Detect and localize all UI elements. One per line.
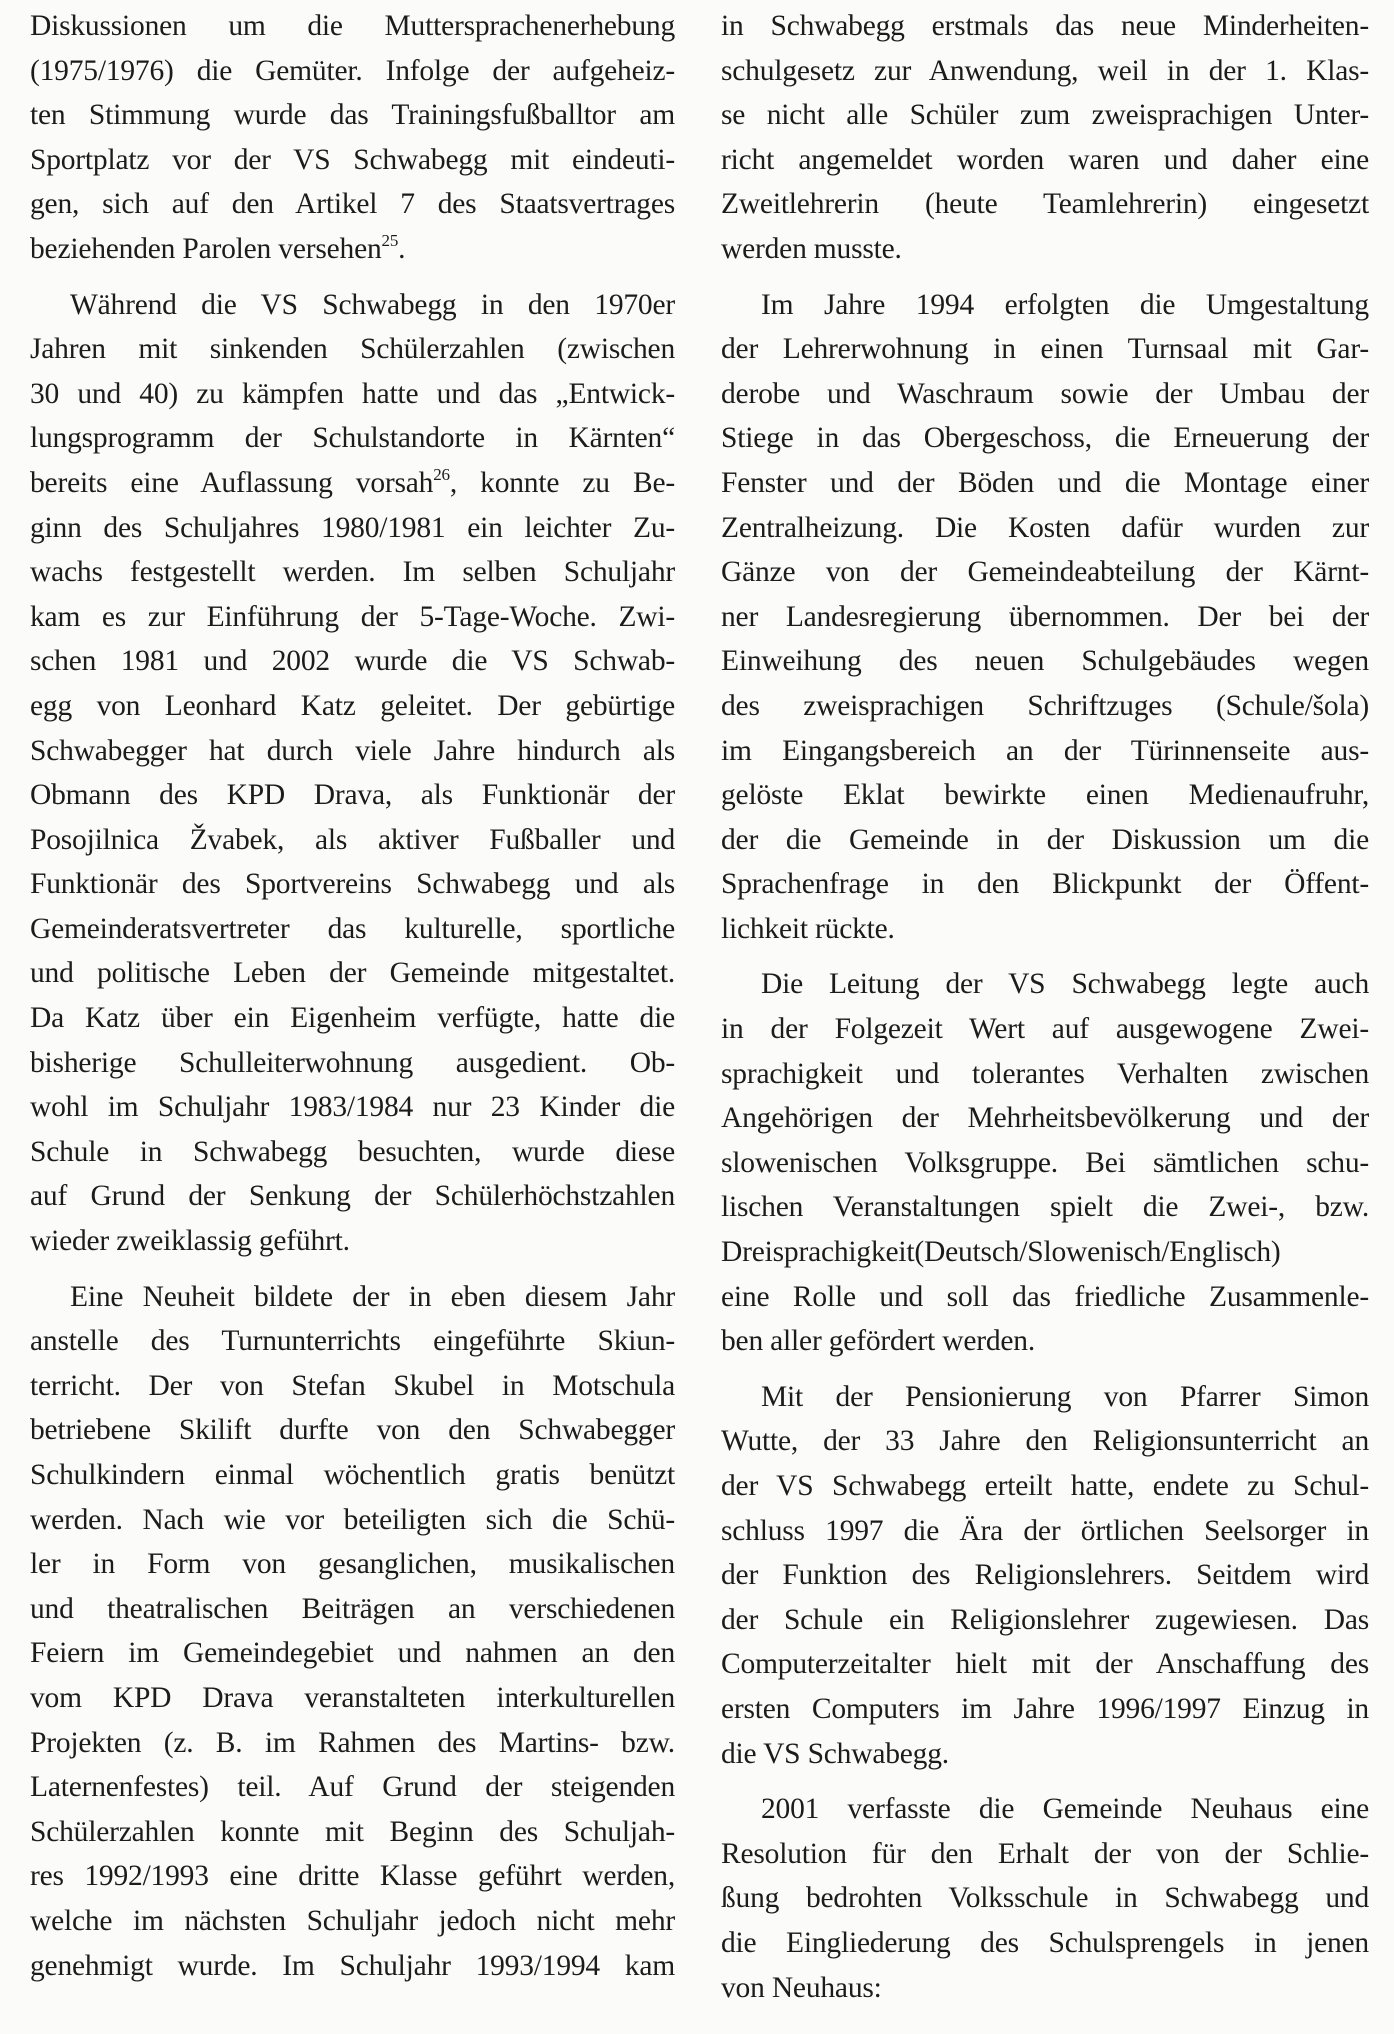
text-line: gen, sich auf den Artikel 7 des Staatsvertrages xyxy=(30,188,675,221)
left-column xyxy=(30,4,675,1988)
text-line: anstelle des Turnunterrichts eingeführte Skiun- xyxy=(30,1325,675,1358)
text-line: (1975/1976) die Gemüter. Infolge der aufgeheiz- xyxy=(30,54,675,87)
text-line: ler in Form von gesanglichen, musikalischen xyxy=(30,1548,675,1581)
text-line: Im Jahre 1994 erfolgten die Umgestaltung xyxy=(761,288,1369,321)
text-line: Computerzeitalter hielt mit der Anschaffung des xyxy=(721,1648,1369,1681)
paragraph xyxy=(30,283,675,1264)
text-line: Zweitlehrerin (heute Teamlehrerin) eingesetzt xyxy=(721,188,1369,221)
text-line: sprachigkeit und tolerantes Verhalten zwischen xyxy=(721,1057,1369,1090)
text-line: Da Katz über ein Eigenheim verfügte, hatte die xyxy=(30,1002,675,1035)
text-line: schen 1981 und 2002 wurde die VS Schwab- xyxy=(30,645,675,678)
text-line: Projekten (z. B. im Rahmen des Martins- bzw. xyxy=(30,1726,675,1759)
text-line: wieder zweiklassig geführt. xyxy=(30,1225,350,1258)
text-line: genehmigt wurde. Im Schuljahr 1993/1994 kam xyxy=(30,1949,675,1982)
text-line: lungsprogramm der Schulstandorte in Kärnten“ xyxy=(30,422,675,455)
paragraph xyxy=(721,962,1369,1363)
footnote-reference[interactable]: 25 xyxy=(381,230,399,250)
paragraph xyxy=(721,283,1369,952)
text-line: Sportplatz vor der VS Schwabegg mit eindeuti- xyxy=(30,143,675,176)
text-line: welche im nächsten Schuljahr jedoch nicht mehr xyxy=(30,1904,675,1937)
text-line: 2001 verfasste die Gemeinde Neuhaus eine xyxy=(761,1793,1369,1826)
text-line: Eine Neuheit bildete der in eben diesem Jahr xyxy=(70,1280,675,1313)
text-line: Sprachenfrage in den Blickpunkt der Öffent- xyxy=(721,868,1369,901)
text-line: richt angemeldet worden waren und daher eine xyxy=(721,143,1369,176)
text-line: die VS Schwabegg. xyxy=(721,1737,949,1770)
text-line: derobe und Waschraum sowie der Umbau der xyxy=(721,377,1369,410)
text-line: der Schule ein Religionslehrer zugewiesen. Das xyxy=(721,1603,1369,1636)
paragraph xyxy=(30,1275,675,1989)
text-line: beziehenden Parolen versehen$^{25}$. xyxy=(30,230,406,265)
text-line: ginn des Schuljahres 1980/1981 ein leichter Zu- xyxy=(30,511,675,544)
text-line: Gemeinderatsvertreter das kulturelle, sportliche xyxy=(30,912,675,945)
text-line: res 1992/1993 eine dritte Klasse geführt werden, xyxy=(30,1860,675,1893)
text-line: der Funktion des Religionslehrers. Seitdem wird xyxy=(721,1559,1369,1592)
text-line: kam es zur Einführung der 5-Tage-Woche. Zwi- xyxy=(30,600,675,633)
text-line: der die Gemeinde in der Diskussion um die xyxy=(721,823,1369,856)
text-line: Jahren mit sinkenden Schülerzahlen (zwischen xyxy=(30,333,675,366)
right-column xyxy=(721,4,1369,2010)
text-line: ner Landesregierung übernommen. Der bei der xyxy=(721,600,1369,633)
text-line: in Schwabegg erstmals das neue Minderheiten- xyxy=(721,10,1369,42)
text-line: ersten Computers im Jahre 1996/1997 Einzug in xyxy=(721,1692,1369,1725)
text-line: werden musste. xyxy=(721,232,902,265)
text-line: Laternenfestes) teil. Auf Grund der steigenden xyxy=(30,1771,675,1804)
text-line: Während die VS Schwabegg in den 1970er xyxy=(70,288,675,321)
text-line: se nicht alle Schüler zum zweisprachigen Unter- xyxy=(721,99,1369,132)
paragraph xyxy=(721,4,1369,272)
text-line: Mit der Pensionierung von Pfarrer Simon xyxy=(761,1380,1369,1413)
text-line: im Eingangsbereich an der Türinnenseite aus- xyxy=(721,734,1369,767)
text-line: auf Grund der Senkung der Schülerhöchstzahlen xyxy=(30,1180,675,1213)
text-line: wachs festgestellt werden. Im selben Schuljahr xyxy=(30,556,675,589)
paragraph xyxy=(30,4,675,272)
text-line: Posojilnica Žvabek, als aktiver Fußballer und xyxy=(30,823,675,856)
text-line: die Eingliederung des Schulsprengels in jenen xyxy=(721,1926,1369,1959)
text-line: von Neuhaus: xyxy=(721,1971,882,2004)
text-line: Schülerzahlen konnte mit Beginn des Schuljah- xyxy=(30,1815,675,1848)
text-line: lischen Veranstaltungen spielt die Zwei-, bzw. xyxy=(721,1191,1369,1224)
text-line: egg von Leonhard Katz geleitet. Der gebürtige xyxy=(30,689,675,722)
text-line: Fenster und der Böden und die Montage einer xyxy=(721,466,1369,499)
text-line: bisherige Schulleiterwohnung ausgedient. Ob- xyxy=(30,1046,675,1079)
text-line: Schule in Schwabegg besuchten, wurde diese xyxy=(30,1135,675,1168)
text-line: Dreisprachigkeit(Deutsch/Slowenisch/Englisch) xyxy=(721,1236,1281,1269)
text-line: Resolution für den Erhalt der von der Schlie- xyxy=(721,1837,1369,1870)
text-line: Zentralheizung. Die Kosten dafür wurden zur xyxy=(721,511,1369,544)
text-line: Die Leitung der VS Schwabegg legte auch xyxy=(761,968,1369,1001)
text-line: werden. Nach wie vor beteiligten sich die Schü- xyxy=(30,1503,675,1536)
text-line: lichkeit rückte. xyxy=(721,912,895,945)
text-line: betriebene Skilift durfte von den Schwabegger xyxy=(30,1414,675,1447)
text-line: und politische Leben der Gemeinde mitgestaltet. xyxy=(30,957,675,990)
text-line: Diskussionen um die Muttersprachenerhebung xyxy=(30,10,675,42)
text-line: terricht. Der von Stefan Skubel in Motschula xyxy=(30,1369,675,1402)
text-line: Einweihung des neuen Schulgebäudes wegen xyxy=(721,645,1369,678)
text-line: ßung bedrohten Volksschule in Schwabegg und xyxy=(721,1882,1369,1915)
text-line: des zweisprachigen Schriftzuges (Schule/šola) xyxy=(721,689,1369,722)
text-line: slowenischen Volksgruppe. Bei sämtlichen schu- xyxy=(721,1146,1369,1179)
text-line: eine Rolle und soll das friedliche Zusammenle- xyxy=(721,1280,1369,1313)
text-line: Feiern im Gemeindegebiet und nahmen an den xyxy=(30,1637,675,1670)
text-line: in der Folgezeit Wert auf ausgewogene Zwei- xyxy=(721,1013,1369,1046)
text-line: Schwabegger hat durch viele Jahre hindurch als xyxy=(30,734,675,767)
text-line: Angehörigen der Mehrheitsbevölkerung und der xyxy=(721,1102,1369,1135)
text-line: Stiege in das Obergeschoss, die Erneuerung der xyxy=(721,422,1369,455)
text-line: Gänze von der Gemeindeabteilung der Kärnt- xyxy=(721,556,1369,589)
text-line: bereits eine Auflassung vorsah$^{26}$, konnte zu Be- xyxy=(30,464,675,499)
text-line: wohl im Schuljahr 1983/1984 nur 23 Kinder die xyxy=(30,1091,675,1124)
text-line: ben aller gefördert werden. xyxy=(721,1325,1036,1358)
text-line: der Lehrerwohnung in einen Turnsaal mit Gar- xyxy=(721,333,1369,366)
text-line: Funktionär des Sportvereins Schwabegg und als xyxy=(30,868,675,901)
text-line: schluss 1997 die Ära der örtlichen Seelsorger in xyxy=(721,1514,1369,1547)
text-line: Schulkindern einmal wöchentlich gratis benützt xyxy=(30,1459,675,1491)
footnote-reference[interactable]: 26 xyxy=(433,464,450,484)
text-line: und theatralischen Beiträgen an verschiedenen xyxy=(30,1592,675,1625)
text-line: gelöste Eklat bewirkte einen Medienaufruhr, xyxy=(721,779,1369,812)
paragraph xyxy=(721,1787,1369,2010)
text-line: der VS Schwabegg erteilt hatte, endete zu Schul- xyxy=(721,1470,1369,1502)
text-line: Obmann des KPD Drava, als Funktionär der xyxy=(30,779,675,812)
paragraph xyxy=(721,1375,1369,1776)
text-line: vom KPD Drava veranstalteten interkulturellen xyxy=(30,1681,675,1714)
text-line: Wutte, der 33 Jahre den Religionsunterricht an xyxy=(721,1425,1369,1458)
text-line: 30 und 40) zu kämpfen hatte und das „Entwick- xyxy=(30,377,675,410)
text-line: ten Stimmung wurde das Trainingsfußballtor am xyxy=(30,99,675,132)
text-line: schulgesetz zur Anwendung, weil in der 1. Klas- xyxy=(721,54,1369,87)
